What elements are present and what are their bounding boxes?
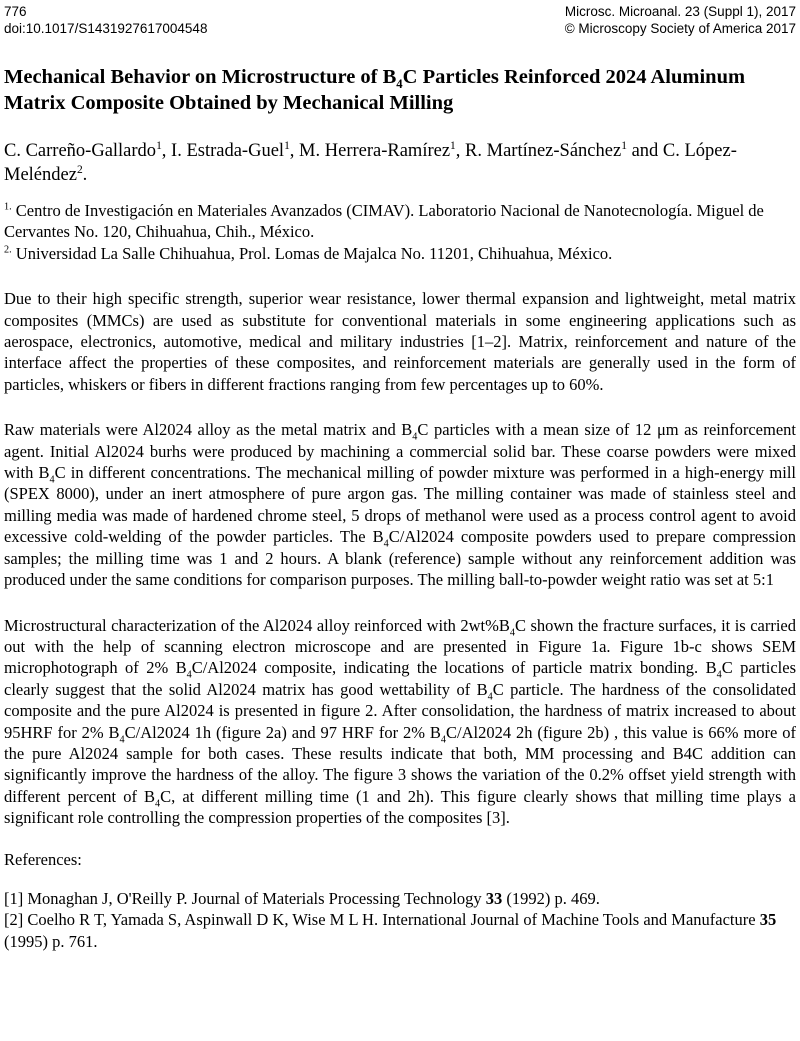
affiliation-list xyxy=(4,200,796,264)
affiliation-1: $^{1.}$ Centro de Investigación en Materiales Avanzados (CIMAV). Laboratorio Nacional de Nanotecnología. Miguel de Cervantes No. 120, Chihuahua, Chih., México. xyxy=(4,201,764,242)
paragraph-introduction: Due to their high specific strength, superior wear resistance, lower thermal expansion and lightweight, metal matrix composites (MMCs) are used as substitute for conventional materials in some engineering applications such as aerospace, electronics, automotive, medical and military industries [1–2]. Matrix, reinforcement and nature of the interface affect the properties of these composites, and reinforcement materials are generally used in the form of particles, whiskers or fibers in different fractions ranging from few percentages up to 60%. xyxy=(4,289,796,394)
header-left xyxy=(4,3,207,37)
paragraph-materials-methods: Raw materials were Al2024 alloy as the metal matrix and $B_4C$ particles with a mean size of 12 μm as reinforcement agent. Initial Al2024 burhs were produced by machining a commercial solid bar. These coarse powders were mixed with $B_4C$ in different concentrations. The mechanical milling of powder mixture was performed in a high-energy mill (SPEX 8000), under an inert atmosphere of pure argon gas. The milling container was made of stainless steel and milling media was made of hardened chrome steel, 5 drops of methanol were used as a process control agent to avoid excessive cold-welding of the powder particles. The $B_4C/Al2024$ composite powders used to prepare compression samples; the milling time was 1 and 2 hours. A blank (reference) sample without any reinforcement addition was produced under the same conditions for comparison purposes. The milling ball-to-powder weight ratio was set at 5:1 xyxy=(4,420,797,590)
page-header xyxy=(4,3,796,37)
doi: doi:10.1017/S1431927617004548 xyxy=(4,21,208,36)
reference-1: [1] Monaghan J, O'Reilly P. Journal of Materials Processing Technology 33 (1992) p. 469. xyxy=(4,888,600,908)
page-number: 776 xyxy=(4,4,27,19)
journal-citation: Microsc. Microanal. 23 (Suppl 1), 2017 xyxy=(564,4,796,19)
affiliation-2: $^{2.}$ Universidad La Salle Chihuahua, Prol. Lomas de Majalca No. 11201, Chihuahua, México. xyxy=(4,243,613,263)
author-list: C. Carreño-Gallardo$^1$, I. Estrada-Guel$^1$, M. Herrera-Ramírez$^1$, R. Martínez-Sánchez$^1$ and C. López-Meléndez$^2$. xyxy=(4,139,737,185)
article-title: Mechanical Behavior on Microstructure of $B_4C$ Particles Reinforced 2024 Aluminum Matrix Composite Obtained by Mechanical Milling xyxy=(4,66,746,114)
copyright-line: © Microscopy Society of America 2017 xyxy=(564,21,796,36)
reference-2: [2] Coelho R T, Yamada S, Aspinwall D K, Wise M L H. International Journal of Machine Tools and Manufacture 35 (1995) p. 761. xyxy=(4,910,777,951)
header-right xyxy=(565,3,796,37)
references-heading: References: xyxy=(4,849,82,869)
reference-list xyxy=(4,888,796,952)
paragraph-results-discussion: Microstructural characterization of the Al2024 alloy reinforced with $2wt\%B_4C$ shown the fracture surfaces, it is carried out with the help of scanning electron microscope and are presented in Figure 1a. Figure 1b-c shows SEM microphotograph of 2% $B_4C/Al2024$ composite, indicating the locations of particle matrix bonding. $B_4C$ particles clearly suggest that the solid Al2024 matrix has good wettability of $B_4C$ particle. The hardness of the consolidated composite and the pure Al2024 is presented in figure 2. After consolidation, the hardness of matrix increased to about 95HRF for 2% $B_4C/Al2024$ 1h (figure 2a) and 97 HRF for 2% $B_4C/Al2024$ 2h (figure 2b) , this value is 66% more of the pure Al2024 sample for both cases. These results indicate that both, MM processing and B4C addition can significantly improve the hardness of the alloy. The figure 3 shows the variation of the 0.2% offset yield strength with different percent of $B_4C$, at different milling time (1 and 2h). This figure clearly shows that milling time plays a significant role controlling the compression properties of the composites [3]. xyxy=(4,615,796,828)
